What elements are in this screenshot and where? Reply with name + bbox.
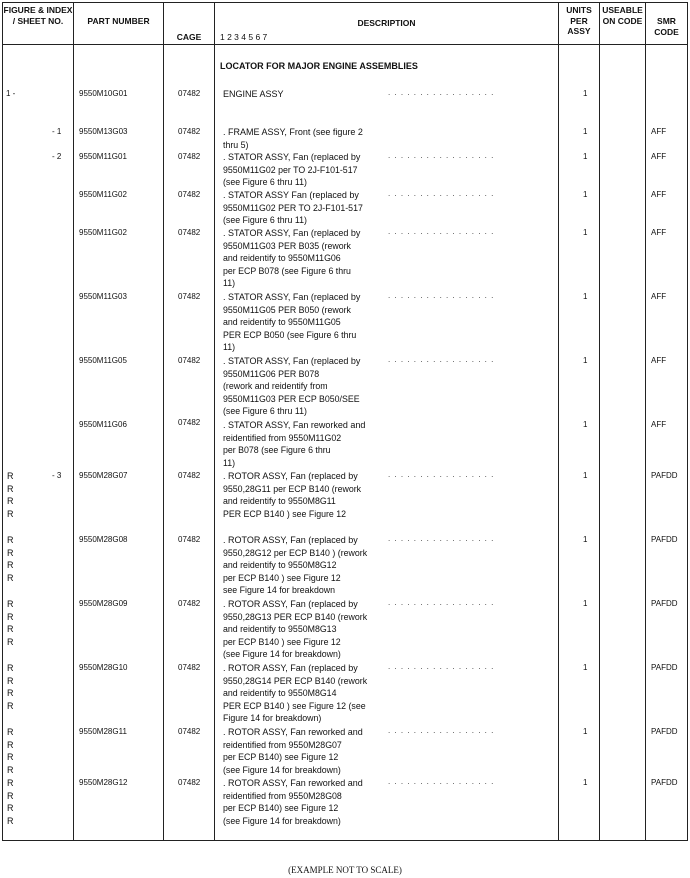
description-line: . STATOR ASSY, Fan (replaced by xyxy=(223,356,361,366)
units-value: 1 xyxy=(583,292,588,301)
description-continuation: PER ECP B140 ) see Figure 12 (see xyxy=(223,700,366,711)
smr-code-value: PAFDD xyxy=(651,727,678,736)
revision-mark: R xyxy=(7,675,14,686)
description-continuation: 9550,28G13 PER ECP B140 (rework xyxy=(223,611,368,622)
revision-mark: R xyxy=(7,727,14,737)
cage-value: 07482 xyxy=(178,599,201,608)
revision-mark: R xyxy=(7,803,14,814)
header-indent-levels: 1 2 3 4 5 6 7 xyxy=(220,32,268,42)
description-line: . STATOR ASSY, Fan (replaced by xyxy=(223,292,361,302)
description-continuation: (see Figure 14 for breakdown) xyxy=(223,649,341,660)
revision-mark: R xyxy=(7,815,14,826)
part-number-value: 9550M11G06 xyxy=(79,420,127,429)
cage-value: 07482 xyxy=(178,535,201,544)
part-number-value: 9550M11G05 xyxy=(79,356,127,365)
leader-dots: . . . . . . . . . . . . . . . . . xyxy=(388,598,495,607)
column-divider-figure-index xyxy=(73,2,74,840)
leader-dots: . . . . . . . . . . . . . . . . . xyxy=(388,726,495,735)
description-line: . STATOR ASSY, Fan (replaced by xyxy=(223,228,361,238)
smr-code-value: PAFDD xyxy=(651,778,678,787)
description-line: . FRAME ASSY, Front (see figure 2 xyxy=(223,127,363,137)
cage-value: 07482 xyxy=(178,663,201,672)
description-continuation: per ECP B140 ) see Figure 12 xyxy=(223,636,341,647)
units-value: 1 xyxy=(583,727,588,736)
description-continuation: per ECP B140) see Figure 12 xyxy=(223,752,339,763)
figure-index-value: 1 - xyxy=(6,89,16,98)
revision-mark: R xyxy=(7,508,14,519)
description-continuation: 9550M11G02 PER TO 2J-F101-517 xyxy=(223,202,363,213)
description-continuation: (see Figure 6 thru 11) xyxy=(223,177,307,188)
figure-index-value: - 1 xyxy=(52,127,62,136)
revision-mark: R xyxy=(7,739,14,750)
leader-dots: . . . . . . . . . . . . . . . . . xyxy=(388,777,495,786)
cage-value: 07482 xyxy=(178,89,201,98)
description-continuation: 9550,28G11 per ECP B140 (rework xyxy=(223,483,362,494)
cage-value: 07482 xyxy=(178,190,201,199)
smr-code-value: PAFDD xyxy=(651,471,678,480)
smr-code-value: AFF xyxy=(651,127,667,136)
smr-code-value: PAFDD xyxy=(651,663,678,672)
leader-dots: . . . . . . . . . . . . . . . . . xyxy=(388,470,495,479)
revision-mark: R xyxy=(7,764,14,775)
smr-code-value: PAFDD xyxy=(651,599,678,608)
description-continuation: 11) xyxy=(223,278,236,289)
description-continuation: and reidentify to 9550M8G13 xyxy=(223,624,337,635)
units-value: 1 xyxy=(583,152,588,161)
smr-code-value: AFF xyxy=(651,228,667,237)
revision-mark: R xyxy=(7,636,14,647)
description-continuation: reidentified from 9550M11G02 xyxy=(223,432,342,443)
units-value: 1 xyxy=(583,778,588,787)
part-number-value: 9550M28G08 xyxy=(79,535,128,544)
description-continuation: and reidentify to 9550M8G14 xyxy=(223,688,337,699)
description-continuation: (rework and reidentify from xyxy=(223,381,328,392)
footer-note: (EXAMPLE NOT TO SCALE) xyxy=(288,865,402,875)
description-line: . ROTOR ASSY, Fan (replaced by xyxy=(223,663,358,673)
smr-code-value: AFF xyxy=(651,190,667,199)
description-line: . ROTOR ASSY, Fan (replaced by xyxy=(223,471,358,481)
revision-mark: R xyxy=(7,535,14,545)
leader-dots: . . . . . . . . . . . . . . . . . xyxy=(388,151,495,160)
description-line: . STATOR ASSY Fan (replaced by xyxy=(223,190,359,200)
units-value: 1 xyxy=(583,535,588,544)
figure-index-value: - 2 xyxy=(52,152,62,161)
revision-mark: R xyxy=(7,752,14,763)
revision-mark: R xyxy=(7,663,14,673)
column-divider-units xyxy=(599,2,600,840)
description-continuation: (see Figure 14 for breakdown) xyxy=(223,815,341,826)
description-continuation: 11) xyxy=(223,457,236,468)
description-line: . STATOR ASSY, Fan reworked and xyxy=(223,420,366,430)
header-part-number: PART NUMBER xyxy=(87,16,150,26)
header-useable-on-code: USEABLE ON CODE xyxy=(602,5,643,26)
table-border-top xyxy=(2,2,688,3)
description-continuation: per ECP B140) see Figure 12 xyxy=(223,803,339,814)
cage-value: 07482 xyxy=(178,778,201,787)
leader-dots: . . . . . . . . . . . . . . . . . xyxy=(388,189,495,198)
smr-code-value: AFF xyxy=(651,292,667,301)
smr-code-value: AFF xyxy=(651,420,667,429)
revision-mark: R xyxy=(7,599,14,609)
revision-mark: R xyxy=(7,496,14,507)
part-number-value: 9550M28G07 xyxy=(79,471,128,480)
description-continuation: and reidentify to 9550M8G12 xyxy=(223,560,337,571)
header-description: DESCRIPTION xyxy=(357,18,416,28)
description-line: ENGINE ASSY xyxy=(223,89,284,99)
part-number-value: 9550M13G03 xyxy=(79,127,128,136)
description-continuation: and reidentify to 9550M11G05 xyxy=(223,317,341,328)
description-continuation: per ECP B140 ) see Figure 12 xyxy=(223,572,341,583)
leader-dots: . . . . . . . . . . . . . . . . . xyxy=(388,291,495,300)
part-number-value: 9550M10G01 xyxy=(79,89,128,98)
header-units-per-assy: UNITS PER ASSY xyxy=(566,5,592,36)
description-continuation: reidentified from 9550M28G08 xyxy=(223,790,342,801)
description-continuation: see Figure 14 for breakdown xyxy=(223,585,335,596)
units-value: 1 xyxy=(583,420,588,429)
units-value: 1 xyxy=(583,356,588,365)
leader-dots: . . . . . . . . . . . . . . . . . xyxy=(388,662,495,671)
cage-value: 07482 xyxy=(178,356,201,365)
description-continuation: and reidentify to 9550M8G11 xyxy=(223,496,336,507)
description-continuation: PER ECP B050 (see Figure 6 thru xyxy=(223,329,357,340)
description-continuation: 9550,28G14 PER ECP B140 (rework xyxy=(223,675,368,686)
revision-mark: R xyxy=(7,688,14,699)
units-value: 1 xyxy=(583,127,588,136)
description-continuation: 9550M11G03 PER ECP B050/SEE xyxy=(223,393,360,404)
revision-mark: R xyxy=(7,483,14,494)
header-smr-code: SMR CODE xyxy=(654,16,679,37)
column-divider-description xyxy=(558,2,559,840)
description-continuation: Figure 14 for breakdown) xyxy=(223,713,322,724)
units-value: 1 xyxy=(583,89,588,98)
description-continuation: per B078 (see Figure 6 thru xyxy=(223,445,331,456)
part-number-value: 9550M11G02 xyxy=(79,190,127,199)
revision-mark: R xyxy=(7,790,14,801)
part-number-value: 9550M28G11 xyxy=(79,727,127,736)
table-border-right xyxy=(687,2,688,840)
description-continuation: (see Figure 6 thru 11) xyxy=(223,215,307,226)
revision-mark: R xyxy=(7,547,14,558)
column-divider-useable xyxy=(645,2,646,840)
units-value: 1 xyxy=(583,663,588,672)
description-continuation: 9550M11G02 per TO 2J-F101-517 xyxy=(223,164,358,175)
description-continuation: and reidentify to 9550M11G06 xyxy=(223,253,341,264)
units-value: 1 xyxy=(583,228,588,237)
part-number-value: 9550M11G03 xyxy=(79,292,127,301)
description-continuation: 9550M11G03 PER B035 (rework xyxy=(223,240,351,251)
description-continuation: 11) xyxy=(223,342,236,353)
smr-code-value: PAFDD xyxy=(651,535,678,544)
description-continuation: (see Figure 14 for breakdown) xyxy=(223,764,341,775)
smr-code-value: AFF xyxy=(651,356,667,365)
header-figure-index: FIGURE & INDEX / SHEET NO. xyxy=(3,5,73,26)
leader-dots: . . . . . . . . . . . . . . . . . xyxy=(388,355,495,364)
description-continuation: per ECP B078 (see Figure 6 thru xyxy=(223,265,351,276)
cage-value: 07482 xyxy=(178,292,201,301)
cage-value: 07482 xyxy=(178,727,201,736)
table-border-left xyxy=(2,2,3,840)
leader-dots: . . . . . . . . . . . . . . . . . xyxy=(388,534,495,543)
smr-code-value: AFF xyxy=(651,152,667,161)
cage-value: 07482 xyxy=(178,228,201,237)
units-value: 1 xyxy=(583,471,588,480)
column-divider-part-number xyxy=(163,2,164,840)
description-continuation: (see Figure 6 thru 11) xyxy=(223,406,307,417)
header-divider xyxy=(2,44,688,45)
units-value: 1 xyxy=(583,599,588,608)
description-continuation: PER ECP B140 ) see Figure 12 xyxy=(223,508,347,519)
revision-mark: R xyxy=(7,778,14,788)
part-number-value: 9550M11G01 xyxy=(79,152,127,161)
leader-dots: . . . . . . . . . . . . . . . . . xyxy=(388,88,495,97)
section-title: LOCATOR FOR MAJOR ENGINE ASSEMBLIES xyxy=(220,61,418,71)
description-line: . ROTOR ASSY, Fan (replaced by xyxy=(223,535,358,545)
cage-value: 07482 xyxy=(178,152,201,161)
description-continuation: 9550,28G12 per ECP B140 ) (rework xyxy=(223,547,368,558)
cage-value: 07482 xyxy=(178,471,201,480)
header-cage: CAGE xyxy=(176,32,202,42)
part-number-value: 9550M28G10 xyxy=(79,663,128,672)
description-continuation: reidentified from 9550M28G07 xyxy=(223,739,342,750)
part-number-value: 9550M28G12 xyxy=(79,778,128,787)
revision-mark: R xyxy=(7,572,14,583)
leader-dots: . . . . . . . . . . . . . . . . . xyxy=(388,227,495,236)
revision-mark: R xyxy=(7,624,14,635)
figure-index-value: - 3 xyxy=(52,471,62,480)
description-continuation: 9550M11G05 PER B050 (rework xyxy=(223,304,351,315)
description-line: . STATOR ASSY, Fan (replaced by xyxy=(223,152,361,162)
cage-value: 07482 xyxy=(178,127,201,136)
description-line: . ROTOR ASSY, Fan reworked and xyxy=(223,727,363,737)
description-line: . ROTOR ASSY, Fan (replaced by xyxy=(223,599,358,609)
description-continuation: thru 5) xyxy=(223,139,249,150)
table-border-bottom xyxy=(2,840,688,841)
revision-mark: R xyxy=(7,560,14,571)
part-number-value: 9550M11G02 xyxy=(79,228,127,237)
revision-mark: R xyxy=(7,471,14,481)
revision-mark: R xyxy=(7,611,14,622)
column-divider-cage xyxy=(214,2,215,840)
description-continuation: 9550M11G06 PER B078 xyxy=(223,368,320,379)
units-value: 1 xyxy=(583,190,588,199)
revision-mark: R xyxy=(7,700,14,711)
part-number-value: 9550M28G09 xyxy=(79,599,128,608)
cage-value: 07482 xyxy=(178,418,201,427)
description-line: . ROTOR ASSY, Fan reworked and xyxy=(223,778,363,788)
